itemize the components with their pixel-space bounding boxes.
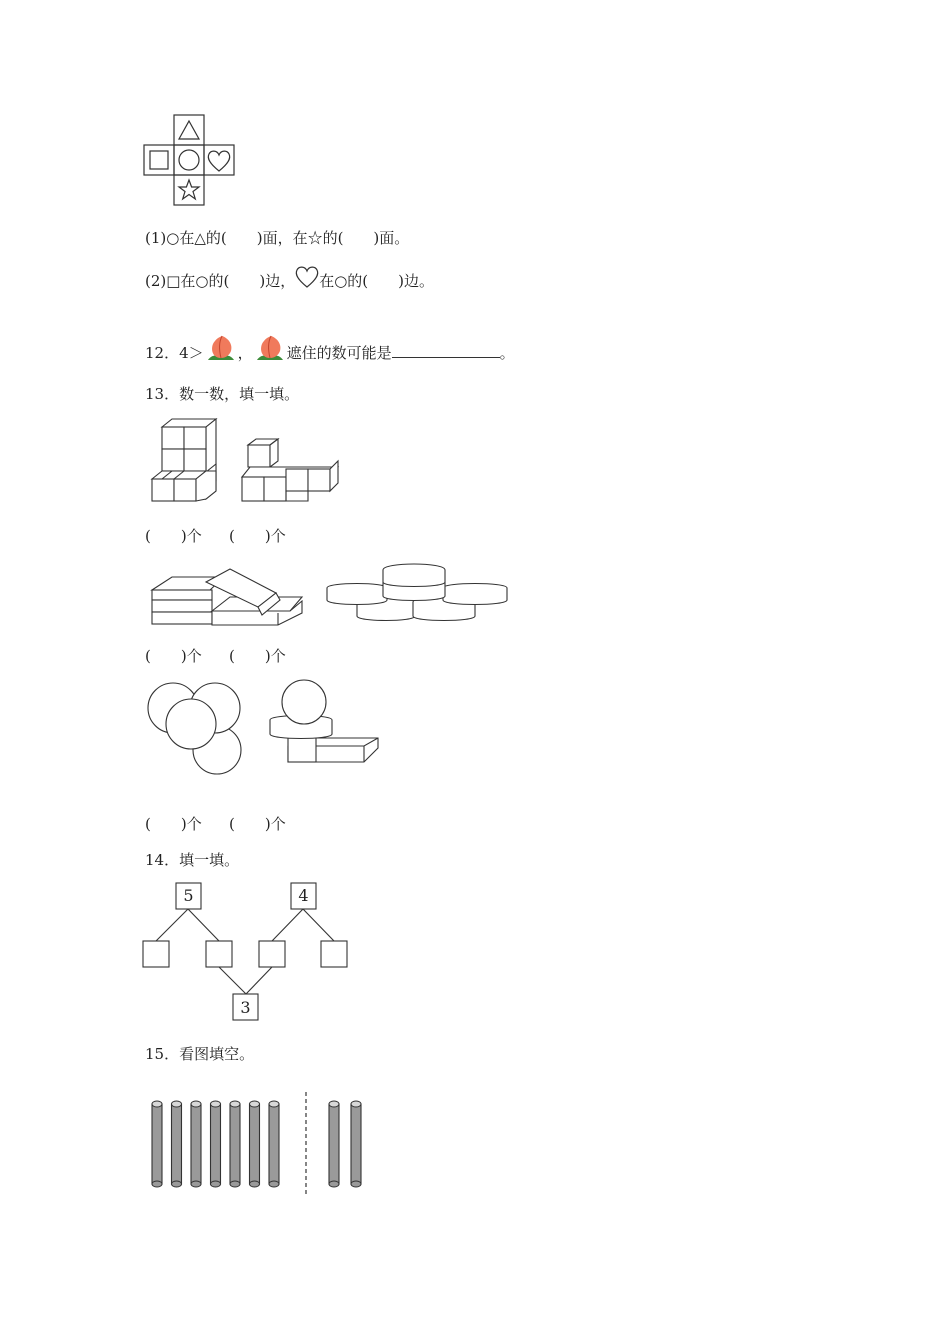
q12-prefix: 12．4＞ (145, 344, 204, 362)
q14-top-left-number: 5 (183, 886, 194, 905)
peach-icon (253, 334, 287, 364)
counting-stick (269, 1101, 279, 1187)
cube-stack-figure-1 (150, 417, 230, 507)
counting-stick (152, 1101, 162, 1187)
q12-line (145, 334, 515, 364)
mixed-solids-figure (268, 678, 383, 778)
q13-row2-answer-1[interactable]: ( )个 (145, 647, 202, 665)
q15-title: 15．看图填空。 (145, 1045, 255, 1063)
counting-stick (172, 1101, 182, 1187)
q14-blank-box-3[interactable] (259, 941, 285, 967)
q14-bottom-number: 3 (240, 998, 251, 1017)
q14-blank-box-4[interactable] (321, 941, 347, 967)
q13-row3-answer-2[interactable]: ( )个 (229, 815, 286, 833)
cube-stack-figure-2 (240, 437, 350, 507)
counting-stick (329, 1101, 339, 1187)
cuboid-stack-figure (150, 567, 310, 632)
counting-stick (191, 1101, 201, 1187)
q12-end: 。 (499, 344, 515, 362)
q12-suffix: 遮住的数可能是 (286, 344, 392, 362)
cylinder-stack-figure (325, 562, 515, 632)
q11-line-2-part-b: 在○的( )边。 (319, 272, 435, 290)
counting-stick (230, 1101, 240, 1187)
q12-separator: ， (237, 344, 253, 362)
q13-row2-answer-2[interactable]: ( )个 (229, 647, 286, 665)
q13-row1-answer-2[interactable]: ( )个 (229, 527, 286, 545)
cube-net-figure (143, 114, 243, 214)
counting-stick (351, 1101, 361, 1187)
q13-title: 13．数一数，填一填。 (145, 385, 300, 403)
q13-row3-answer-1[interactable]: ( )个 (145, 815, 202, 833)
q13-row1-answer-1[interactable]: ( )个 (145, 527, 202, 545)
q14-blank-box-1[interactable] (143, 941, 169, 967)
sticks-figure (148, 1090, 378, 1200)
q11-line-1: (1)○在△的( )面，在☆的( )面。 (145, 229, 410, 247)
q11-line-2-part-a: (2)□在○的( )边， (145, 272, 296, 290)
q12-answer-blank[interactable] (392, 343, 500, 358)
q14-blank-box-2[interactable] (206, 941, 232, 967)
peach-icon (204, 334, 238, 364)
q14-title: 14．填一填。 (145, 851, 240, 869)
sphere-cluster-figure (145, 680, 245, 780)
heart-icon (295, 266, 319, 288)
counting-stick (250, 1101, 260, 1187)
q14-top-right-number: 4 (298, 886, 309, 905)
counting-stick (211, 1101, 221, 1187)
q11-line-2 (145, 266, 434, 291)
